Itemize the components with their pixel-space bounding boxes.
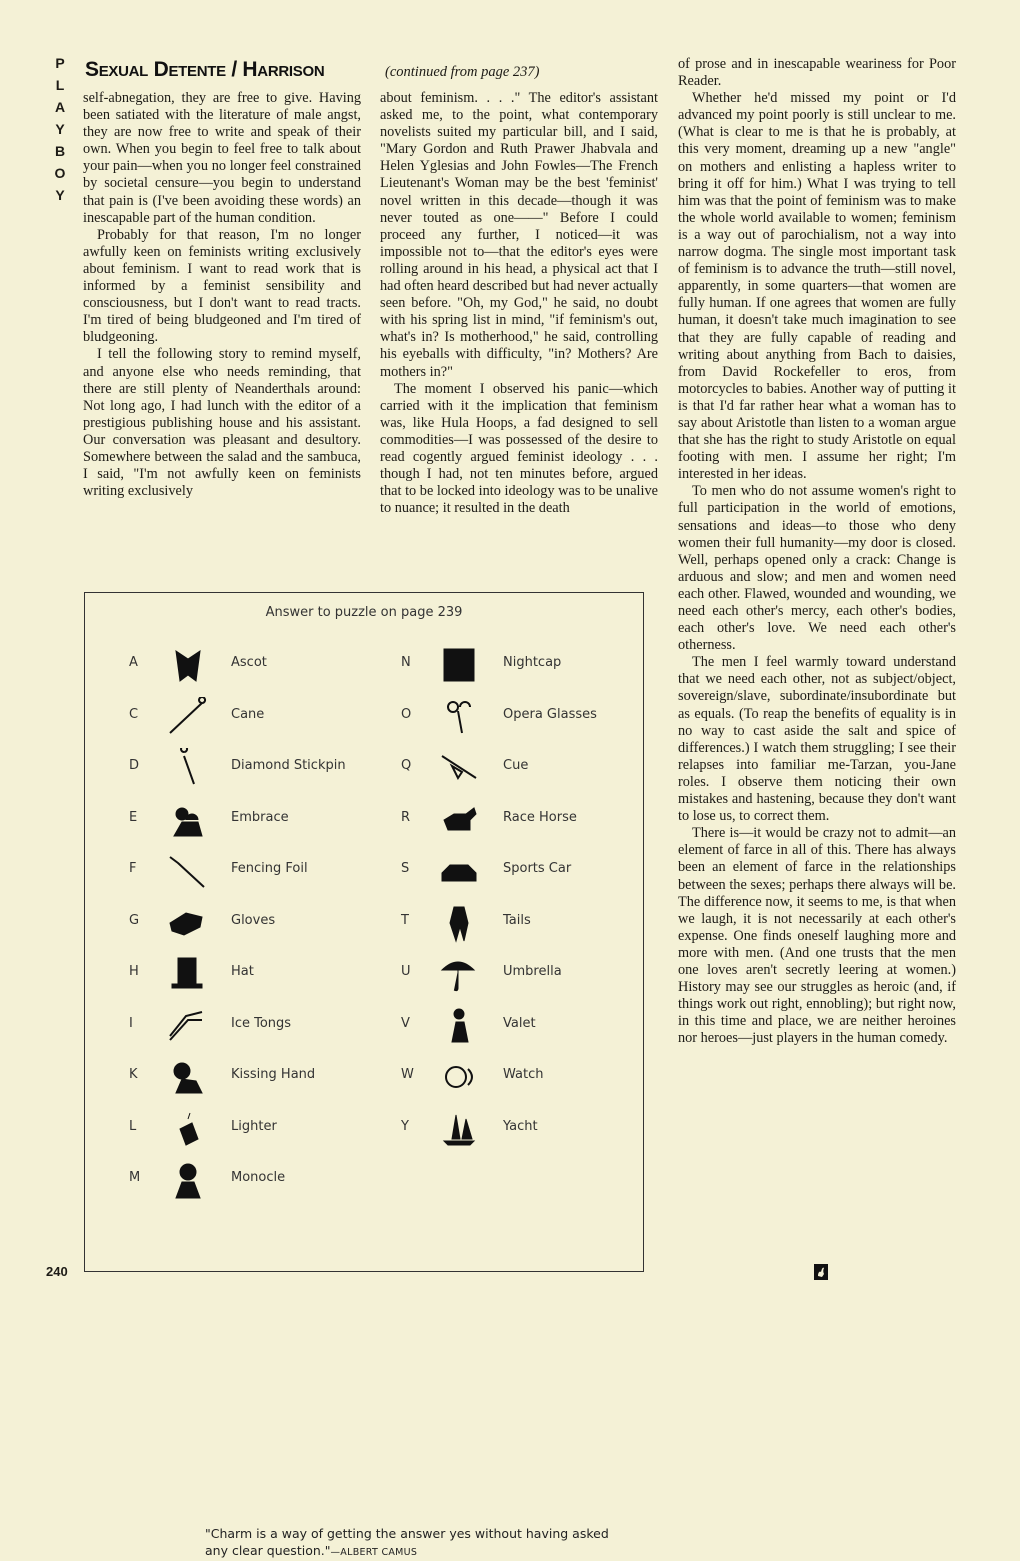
entry-letter: I — [129, 1015, 133, 1031]
entry-name: Cue — [503, 758, 529, 773]
cue-icon — [437, 748, 481, 788]
entry-letter: A — [129, 655, 138, 670]
side-label-letter: O — [54, 165, 66, 181]
umbrella-icon — [437, 954, 481, 994]
sports-car-icon — [437, 851, 481, 891]
entry-name: Embrace — [231, 809, 289, 825]
ascot-icon — [165, 645, 209, 685]
tails-icon — [437, 903, 481, 943]
entry-letter: R — [401, 809, 411, 825]
page-number: 240 — [46, 1264, 68, 1279]
stickpin-icon — [165, 748, 209, 788]
entry-letter: N — [401, 655, 411, 670]
magazine-side-label — [50, 52, 70, 206]
entry-name: Ascot — [231, 655, 267, 670]
entry-letter: K — [129, 1067, 138, 1082]
gloves-icon — [165, 903, 209, 943]
opera-glasses-icon — [437, 697, 481, 737]
entry-name: Kissing Hand — [231, 1067, 316, 1082]
side-label-letter: L — [55, 77, 65, 93]
entry-name: Monocle — [231, 1170, 286, 1185]
camus-quote — [205, 1525, 625, 1561]
entry-name: Gloves — [231, 912, 276, 928]
entry-name: Race Horse — [503, 809, 577, 825]
fencing-foil-icon — [165, 851, 209, 891]
entry-name: Tails — [503, 912, 531, 928]
entry-name: Yacht — [503, 1118, 538, 1134]
paragraph: Probably for that reason, I'm no longer awfully keen on feminists writing exclusively about feminism. I want to read work that is informed by a feminist sensibility and consciousness, but I don't want to read tracts. I'm tired of being bludgeoned and I'm tired of bludgeoning. — [83, 226, 361, 346]
side-label-letter: Y — [55, 187, 65, 203]
entry-letter: E — [129, 809, 138, 825]
entry-letter: Y — [401, 1118, 409, 1134]
kissing-hand-icon — [165, 1057, 209, 1097]
valet-icon — [437, 1006, 481, 1046]
watch-icon — [437, 1057, 481, 1097]
side-label-letter: Y — [55, 121, 65, 137]
monocle-icon — [165, 1160, 209, 1200]
entry-letter: S — [401, 861, 410, 876]
puzzle-title: Answer to puzzle on page 239 — [265, 605, 463, 620]
entry-name: Valet — [503, 1015, 536, 1031]
nightcap-icon — [437, 645, 481, 685]
paragraph: To men who do not assume women's right to full participation in the world of emotions, sensations and ideas—to those who deny women their full humanity—my door is closed. Well, perhaps opened only a crack: Change is arduous and slow; and men and women need each other. Flawed, wounded and wounding, we need each other's mercy, each other's bodies, each other's love. We need each other's otherness. — [678, 483, 956, 654]
paragraph: There is—it would be crazy not to admit—an element of farce in all of this. There has always been an element of farce in the relationships between the sexes; perhaps there always will be. The difference now, it seems to me, is that when we laugh, it is not necessarily at each other's expense. One finds oneself laughing more and more with men. (And one trusts that the men one loves aren't secretly leering at women.) History may see our struggles as heroic (and, if things work out right, ennobling); but right now, in this time and place, we are neither heroines nor heroes—just players in the human comedy. — [678, 825, 956, 1047]
entry-letter: T — [401, 912, 409, 928]
entry-name: Sports Car — [503, 861, 572, 876]
bunny-end-mark-icon — [814, 1264, 828, 1280]
entry-name: Umbrella — [503, 964, 562, 979]
race-horse-icon — [437, 800, 481, 840]
quote-text: "Charm is a way of getting the answer yes without having asked any clear question." — [205, 1526, 609, 1558]
entry-name: Watch — [503, 1067, 544, 1082]
entry-name: Cane — [231, 706, 265, 722]
puzzle-answer-box — [84, 592, 644, 1558]
paragraph: I tell the following story to remind myself, and anyone else who needs reminding, that there are still plenty of Neanderthals around: Not long ago, I had lunch with the editor of a prestigious publishing house and his assistant. Our conversation was pleasant and desultory. Somewhere between the salad and the sambuca, I said, "I'm not awfully keen on feminists writing exclusively — [83, 346, 361, 500]
entry-name: Fencing Foil — [231, 861, 308, 876]
article-header — [85, 58, 655, 88]
paragraph: self-abnegation, they are free to give. Having been satiated with the literature of male angst, they are now free to write and speak of their own. When you begin to feel free to talk about your pain—when you no longer feel constrained by societal censure—you begin to understand that pain is (I've been avoiding these words) an inescapable part of the human condition. — [83, 90, 361, 226]
entry-letter: F — [129, 861, 137, 876]
paragraph: The men I feel warmly toward understand that we need each other, not as subject/object, sovereign/slave, subordinate/insubordinate but as equals. (To reap the benefits of equality is in no way to cast aside the salt and spice of differences.) I watch them struggling; I see their relapses into familiar me-Tarzan, you-Jane roles. I observe them noticing their own mistakes and hastening, because they don't want to lose us, to correct them. — [678, 654, 956, 825]
entry-name: Ice Tongs — [231, 1015, 292, 1031]
entry-name: Opera Glasses — [503, 706, 597, 722]
entry-letter: D — [129, 758, 140, 773]
yacht-icon — [437, 1109, 481, 1149]
entry-letter: O — [401, 706, 412, 722]
article-title: Sexual Detente / Harrison — [85, 58, 325, 81]
entry-letter: H — [129, 964, 139, 979]
entry-letter: V — [401, 1015, 410, 1031]
column-2 — [380, 90, 658, 517]
entry-letter: Q — [401, 758, 412, 773]
continued-note: (continued from page 237) — [385, 64, 540, 80]
embrace-icon — [165, 800, 209, 840]
entry-name: Diamond Stickpin — [231, 758, 346, 773]
entry-name: Nightcap — [503, 655, 562, 670]
entry-name: Lighter — [231, 1118, 277, 1134]
paragraph: of prose and in inescapable weariness for Poor Reader. — [678, 56, 956, 90]
paragraph: Whether he'd missed my point or I'd advanced my point poorly is still unclear to me. (What is clear to me is that he is probably, at this very moment, dreaming up a new "angle" on mothers and enlisting a hapless writer to bring it off for him.) What I was trying to tell him was that the point of feminism was to make the whole world available to women; feminism is a way out of parochialism, not a way into narrow dogma. The single most important task of feminism is to advance the truth—still novel, apparently, in some quarters—that women are fully human. If one agrees that women are fully human, it doesn't take much imagination to see that they are fully capable of reading and writing about anything from Bach to daisies, from David Rockefeller to eros, from motorcycles to babies. Another way of putting it is that I'd far rather hear what a woman has to say about Aristotle than listen to a woman argue that she has the right to study Aristotle on equal footing with men. I assume her right; I'm interested in her ideas. — [678, 90, 956, 483]
paragraph: about feminism. . . ." The editor's assistant asked me, to the point, what contemporary novelists suited my particular bill, and I said, "Mary Gordon and Ruth Prawer Jhabvala and Helen Yglesias and John Fowles—The French Lieutenant's Woman may be the best 'feminist' novel written in this decade—though it was never touted as one——" Before I could proceed any further, I noticed—it was impossible not to—that the editor's eyes were rolling around in his head, a physical act that I had often heard described but had never actually seen before. "Oh, my God," he said, no doubt with his spring list in mind, "if feminism's out, what's in? Is motherhood," he said, controlling his eyeballs with difficulty, "in? Mothers? Are mothers in?" — [380, 90, 658, 380]
entry-name: Hat — [231, 964, 254, 979]
entry-letter: L — [129, 1118, 137, 1134]
ice-tongs-icon — [165, 1006, 209, 1046]
entry-letter: C — [129, 706, 139, 722]
entry-letter: M — [129, 1170, 141, 1185]
side-label-letter: B — [54, 143, 66, 159]
side-label-letter: A — [54, 99, 66, 115]
entry-letter: U — [401, 964, 411, 979]
entry-letter: W — [401, 1067, 414, 1082]
cane-icon — [165, 697, 209, 737]
lighter-icon — [165, 1109, 209, 1149]
column-3 — [678, 56, 956, 1047]
column-1 — [83, 90, 361, 500]
hat-icon — [165, 954, 209, 994]
paragraph: The moment I observed his panic—which carried with it the implication that feminism was, like Hula Hoops, a fad designed to sell commodities—I was possessed of the desire to read cogently argued feminist ideology . . . though I had, not ten minutes before, argued that to be locked into ideology was to be unalive to nuance; it resulted in the death — [380, 380, 658, 517]
quote-attribution: —ALBERT CAMUS — [330, 1547, 418, 1558]
side-label-letter: P — [55, 55, 65, 71]
entry-letter: G — [129, 912, 140, 928]
